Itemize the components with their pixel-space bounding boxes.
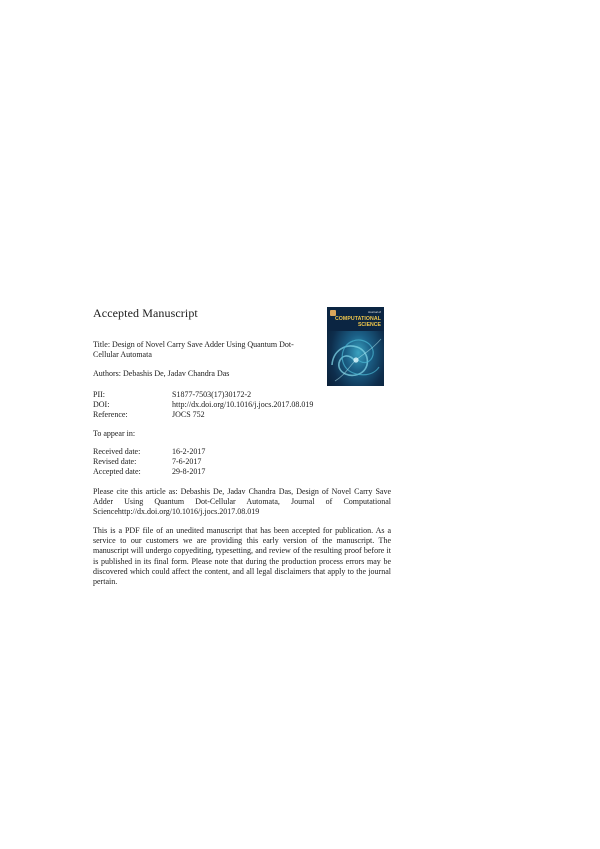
to-appear-label: To appear in: [93, 429, 136, 438]
cover-title-word2: SCIENCE [357, 322, 381, 328]
citation-paragraph: Please cite this article as: Debashis De, Jadav Chandra Das, Design of Novel Carry Save Adder Using Quantum Dot-Cellular Automata, Journal of Computational Sciencehttp://dx.doi.org/10.1016/j.jocs.2017.08.019 [93, 487, 391, 517]
received-date-value: 16-2-2017 [172, 447, 206, 456]
cover-title-word1: COMPUTATIONAL [334, 316, 381, 322]
accepted-date-label: Accepted date: [93, 467, 141, 476]
manuscript-notice-paragraph: This is a PDF file of an unedited manuscript that has been accepted for publication. As a service to our customers we are providing this early version of the manuscript. The manuscript will undergo copyediting, typesetting, and review of the resulting proof before it is published in its final form. Please note that during the production process errors may be discovered which could affect the content, and all legal disclaimers that apply to the journal pertain. [93, 526, 391, 587]
accepted-date-value: 29-8-2017 [172, 467, 206, 476]
pii-value: S1877-7503(17)30172-2 [172, 390, 252, 399]
doi-link[interactable]: http://dx.doi.org/10.1016/j.jocs.2017.08.019 [172, 400, 314, 409]
article-title: Title: Design of Novel Carry Save Adder Using Quantum Dot-Cellular Automata [93, 340, 294, 360]
pii-label: PII: [93, 390, 105, 399]
doi-label: DOI: [93, 400, 110, 409]
article-authors: Authors: Debashis De, Jadav Chandra Das [93, 369, 230, 378]
journal-cover-image [327, 307, 384, 386]
reference-value: JOCS 752 [172, 410, 205, 419]
manuscript-heading: Accepted Manuscript [93, 306, 198, 320]
revised-date-value: 7-6-2017 [172, 457, 202, 466]
cover-journal-of: Journal of [367, 310, 381, 314]
revised-date-label: Revised date: [93, 457, 137, 466]
received-date-label: Received date: [93, 447, 141, 456]
cover-header [327, 307, 384, 331]
reference-label: Reference: [93, 410, 128, 419]
cover-spiral-art [327, 331, 384, 386]
